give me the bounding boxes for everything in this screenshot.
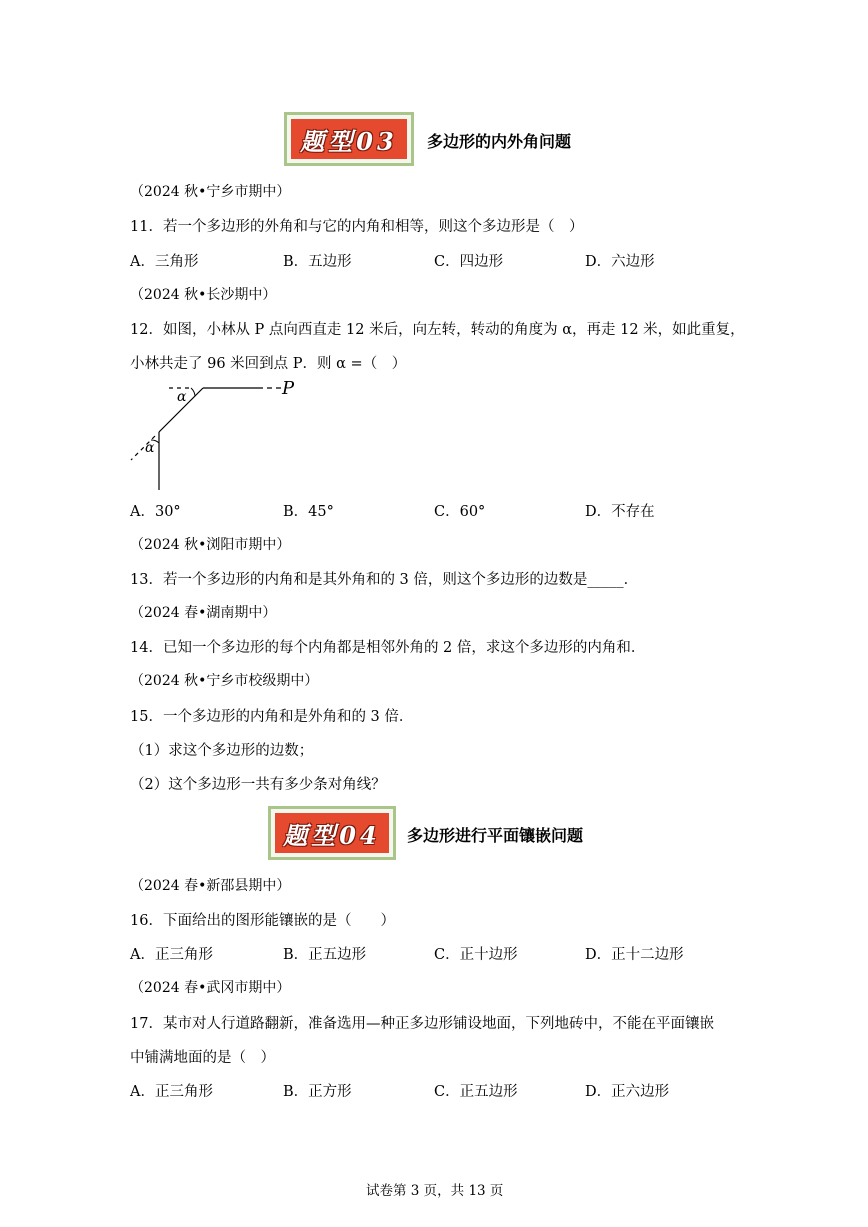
q12-stem-line1: 12．如图，小林从 P 点向西直走 12 米后，向左转，转动的角度为 α，再走 12 米，如此重复， <box>130 322 745 338</box>
q16-option-c: C．正十边形 <box>434 947 518 963</box>
q17-option-a: A．正三角形 <box>130 1084 213 1100</box>
q17-stem-line1: 17．某市对人行道路翻新，准备选用—种正多边形铺设地面，下列地砖中，不能在平面镶嵌 <box>130 1016 714 1032</box>
q11-option-d: D．六边形 <box>585 254 655 270</box>
q12-option-b: B．45° <box>283 504 334 520</box>
q15-part1: （1）求这个多边形的边数； <box>130 743 314 759</box>
q12-figure <box>125 372 315 497</box>
q17-option-b: B．正方形 <box>283 1084 352 1100</box>
q12-stem-line2: 小林共走了 96 米回到点 P．则 α =（ ） <box>130 356 407 372</box>
q12-option-d: D．不存在 <box>585 504 655 520</box>
q13-source: （2024 秋•浏阳市期中） <box>130 537 291 553</box>
q16-stem: 16．下面给出的图形能镶嵌的是（ ） <box>130 913 395 929</box>
page-footer: 试卷第 3 页，共 13 页 <box>366 1183 504 1199</box>
q11-option-a: A．三角形 <box>130 254 199 270</box>
q16-option-a: A．正三角形 <box>130 947 213 963</box>
q12-angle-arc-top <box>191 388 195 396</box>
q12-source: （2024 秋•长沙期中） <box>130 287 277 303</box>
q14-source: （2024 春•湖南期中） <box>130 605 277 621</box>
section-badge-03 <box>284 112 414 166</box>
q12-option-c: C．60° <box>434 504 486 520</box>
q12-option-a: A．30° <box>130 504 181 520</box>
q12-alpha-label-bottom: α <box>145 440 155 456</box>
q12-alpha-label-top: α <box>177 389 187 405</box>
q17-stem-line2: 中铺满地面的是（ ） <box>130 1050 275 1066</box>
q17-option-d: D．正六边形 <box>585 1084 670 1100</box>
section-title-03: 多边形的内外角问题 <box>427 132 572 151</box>
q16-option-d: D．正十二边形 <box>585 947 684 963</box>
q17-option-c: C．正五边形 <box>434 1084 518 1100</box>
q16-option-b: B．正五边形 <box>283 947 367 963</box>
q17-source: （2024 春•武冈市期中） <box>130 980 291 996</box>
q11-option-c: C．四边形 <box>434 254 504 270</box>
q12-point-label: P <box>282 378 295 399</box>
q15-part2: （2）这个多边形一共有多少条对角线？ <box>130 777 386 793</box>
section-title-04: 多边形进行平面镶嵌问题 <box>407 826 584 845</box>
q13-stem: 13．若一个多边形的内角和是其外角和的 3 倍，则这个多边形的边数是_____． <box>130 572 639 588</box>
q11-option-b: B．五边形 <box>283 254 352 270</box>
q16-source: （2024 春•新邵县期中） <box>130 878 291 894</box>
q15-source: （2024 秋•宁乡市校级期中） <box>130 673 319 689</box>
q11-source: （2024 秋•宁乡市期中） <box>130 184 291 200</box>
section-badge-04-label: 题型04 <box>275 813 389 853</box>
q11-stem: 11．若一个多边形的外角和与它的内角和相等，则这个多边形是（ ） <box>130 219 584 235</box>
section-badge-03-label: 题型03 <box>291 119 407 159</box>
q15-stem: 15．一个多边形的内角和是外角和的 3 倍． <box>130 709 414 725</box>
section-badge-04 <box>268 806 396 860</box>
q14-stem: 14．已知一个多边形的每个内角都是相邻外角的 2 倍，求这个多边形的内角和． <box>130 640 646 656</box>
